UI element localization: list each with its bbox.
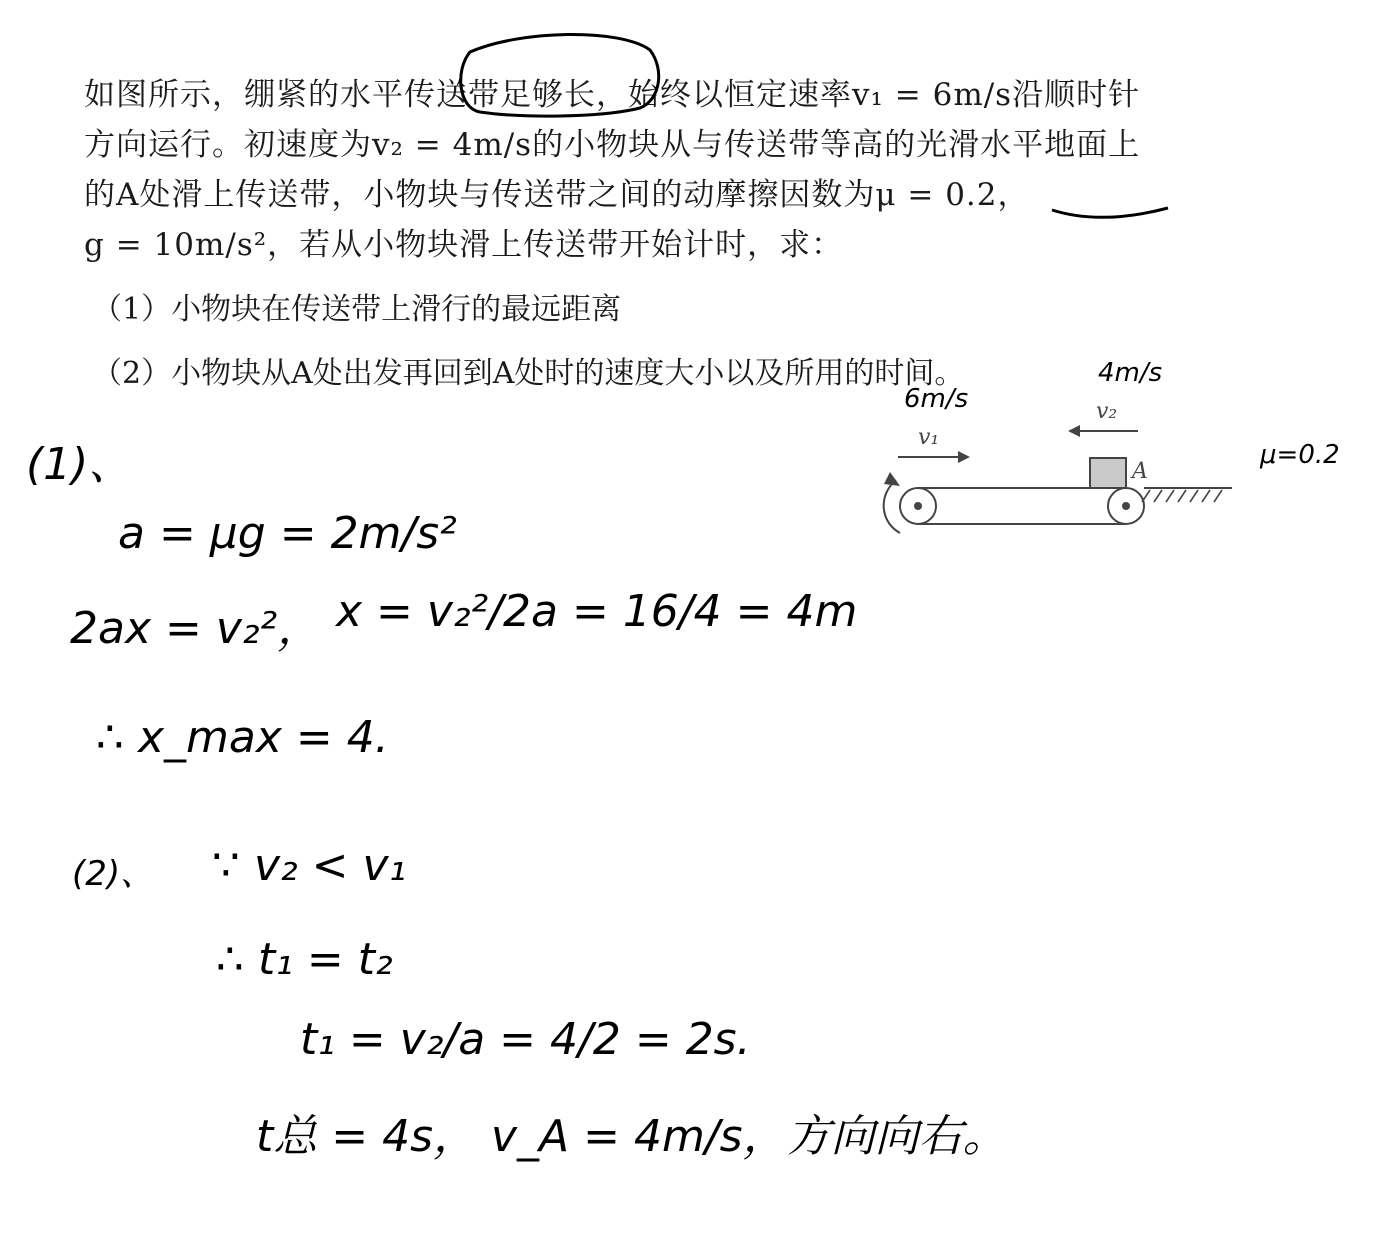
conveyor-diagram	[884, 399, 1232, 533]
question-1: （1）小物块在传送带上滑行的最远距离	[92, 292, 622, 327]
part-1-label: (1)、	[26, 439, 133, 490]
kinematic-equation: 2ax = v₂²，	[70, 603, 322, 654]
hand-mu-note: μ=0.2	[1260, 440, 1340, 470]
final-answer: t总 = 4s， v_A = 4m/s，方向向右。	[256, 1111, 1007, 1162]
problem-line-1: 如图所示，绷紧的水平传送带足够长，始终以恒定速率v₁ = 6m/s沿顺时针	[84, 77, 1141, 113]
time-1-equation: t₁ = v₂/a = 4/2 = 2s.	[300, 1014, 751, 1065]
max-distance-conclusion: ∴ x_max = 4.	[96, 712, 389, 763]
hand-circle-annotation	[461, 34, 659, 116]
distance-equation: x = v₂²/2a = 16/4 = 4m	[336, 586, 858, 637]
hand-underline-annotation	[1052, 208, 1168, 217]
problem-line-2: 方向运行。初速度为v₂ = 4m/s的小物块从与传送带等高的光滑水平地面上	[84, 127, 1141, 163]
problem-line-3: 的A处滑上传送带，小物块与传送带之间的动摩擦因数为μ = 0.2，	[84, 177, 1030, 213]
point-a-label: A	[1132, 459, 1148, 484]
question-2: （2）小物块从A处出发再回到A处时的速度大小以及所用的时间。	[92, 356, 965, 391]
velocity-comparison: ∵ v₂ < v₁	[212, 840, 407, 891]
problem-line-4: g = 10m/s²，若从小物块滑上传送带开始计时，求：	[84, 227, 844, 263]
v1-label: v₁	[918, 425, 940, 450]
hand-v1-note: 6m/s	[904, 384, 969, 414]
v2-label: v₂	[1096, 399, 1118, 424]
hand-v2-note: 4m/s	[1098, 358, 1163, 388]
block	[1090, 458, 1126, 488]
part-2-label: (2)、	[72, 854, 155, 894]
time-equality: ∴ t₁ = t₂	[216, 934, 393, 985]
accel-equation: a = μg = 2m/s²	[118, 508, 457, 559]
